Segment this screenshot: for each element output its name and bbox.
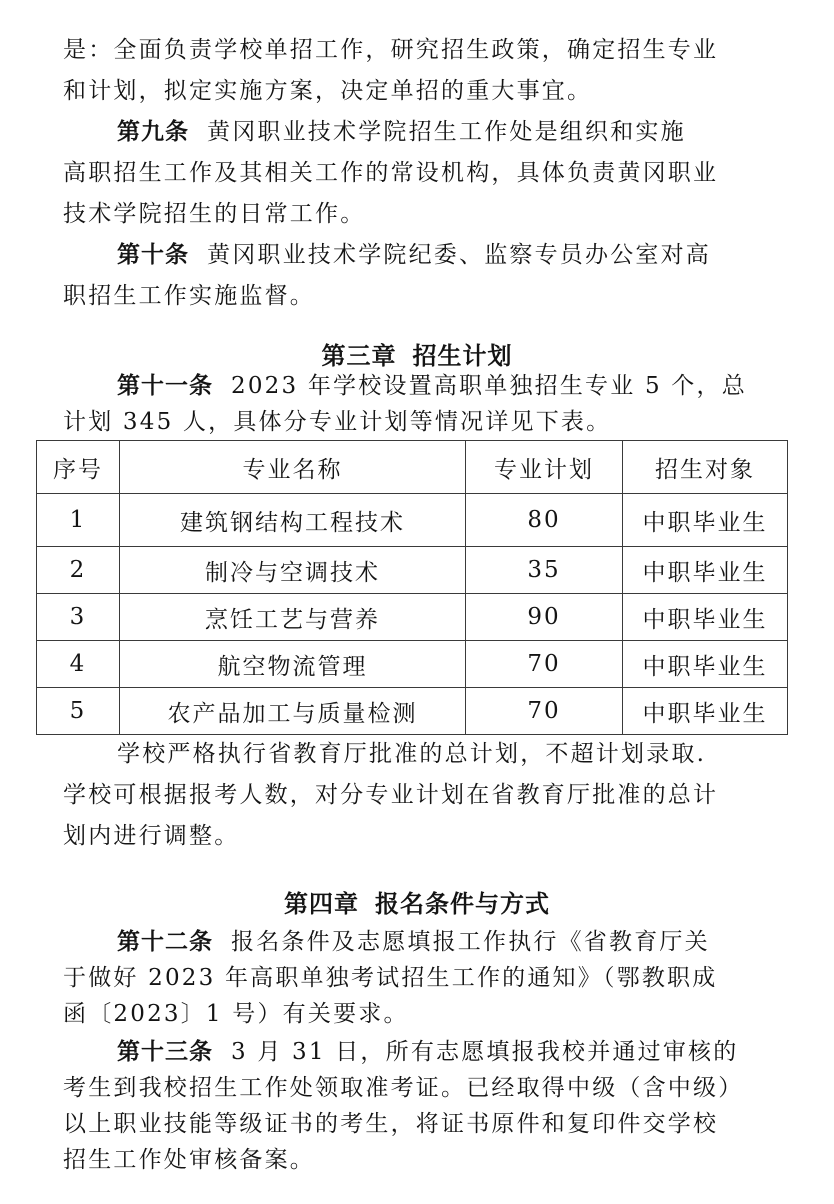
header-major-plan: 专业计划 bbox=[466, 441, 623, 494]
cell-major-plan: 35 bbox=[466, 547, 623, 594]
chapter-4-heading bbox=[0, 886, 834, 922]
cell-target: 中职毕业生 bbox=[623, 641, 788, 688]
article-11-line-2: 计划 345 人，具体分专业计划等情况详见下表。 bbox=[63, 409, 612, 435]
cell-target: 中职毕业生 bbox=[623, 688, 788, 735]
header-serial: 序号 bbox=[37, 441, 120, 494]
article-10-label: 第十条 bbox=[117, 242, 189, 268]
cell-serial: 4 bbox=[37, 641, 120, 688]
article-9-label: 第九条 bbox=[117, 119, 189, 145]
article-13-line-4: 招生工作处审核备案。 bbox=[63, 1147, 315, 1173]
cell-major-plan: 80 bbox=[466, 494, 623, 547]
cell-major-name: 航空物流管理 bbox=[120, 641, 466, 688]
cell-serial: 1 bbox=[37, 494, 120, 547]
top-paragraph-line-2: 和计划，拟定实施方案，决定单招的重大事宜。 bbox=[63, 78, 593, 104]
article-13-line-1 bbox=[117, 1035, 763, 1069]
article-13-line-3: 以上职业技能等级证书的考生，将证书原件和复印件交学校 bbox=[63, 1111, 719, 1137]
article-10-line-1 bbox=[117, 238, 763, 272]
table-row bbox=[37, 641, 788, 688]
cell-major-plan: 70 bbox=[466, 641, 623, 688]
cell-serial: 3 bbox=[37, 594, 120, 641]
article-11-line-1 bbox=[117, 369, 763, 403]
article-9-text-1: 黄冈职业技术学院招生工作处是组织和实施 bbox=[207, 119, 686, 145]
after-table-line-2: 学校可根据报考人数，对分专业计划在省教育厅批准的总计 bbox=[63, 782, 719, 808]
table-row bbox=[37, 688, 788, 735]
chapter-4-number: 第四章 bbox=[284, 890, 359, 918]
article-12-text-1: 报名条件及志愿填报工作执行《省教育厅关 bbox=[231, 929, 710, 955]
chapter-3-title: 招生计划 bbox=[412, 342, 513, 370]
cell-major-plan: 70 bbox=[466, 688, 623, 735]
cell-target: 中职毕业生 bbox=[623, 594, 788, 641]
table-row bbox=[37, 547, 788, 594]
cell-target: 中职毕业生 bbox=[623, 547, 788, 594]
chapter-4-title: 报名条件与方式 bbox=[375, 890, 550, 918]
enrollment-plan-table bbox=[36, 440, 788, 735]
cell-major-name: 建筑钢结构工程技术 bbox=[120, 494, 466, 547]
article-12-line-2: 于做好 2023 年高职单独考试招生工作的通知》（鄂教职成 bbox=[63, 965, 718, 991]
header-target: 招生对象 bbox=[623, 441, 788, 494]
article-9-line-2: 高职招生工作及其相关工作的常设机构，具体负责黄冈职业 bbox=[63, 160, 719, 186]
article-13-line-2: 考生到我校招生工作处领取准考证。已经取得中级（含中级） bbox=[63, 1075, 744, 1101]
cell-serial: 2 bbox=[37, 547, 120, 594]
article-9-line-3: 技术学院招生的日常工作。 bbox=[63, 201, 366, 227]
table-header-row bbox=[37, 441, 788, 494]
table-row bbox=[37, 594, 788, 641]
cell-major-name: 烹饪工艺与营养 bbox=[120, 594, 466, 641]
article-9-line-1 bbox=[117, 115, 763, 149]
article-10-text-1: 黄冈职业技术学院纪委、监察专员办公室对高 bbox=[207, 242, 711, 268]
cell-major-plan: 90 bbox=[466, 594, 623, 641]
header-major-name: 专业名称 bbox=[120, 441, 466, 494]
article-12-line-1 bbox=[117, 925, 763, 959]
article-13-text-1: 3 月 31 日，所有志愿填报我校并通过审核的 bbox=[231, 1039, 739, 1065]
article-10-line-2: 职招生工作实施监督。 bbox=[63, 283, 315, 309]
article-12-line-3: 函〔2023〕1 号）有关要求。 bbox=[63, 1001, 409, 1027]
table-row bbox=[37, 494, 788, 547]
top-paragraph-line-1: 是：全面负责学校单招工作，研究招生政策，确定招生专业 bbox=[63, 37, 719, 63]
article-11-text-1: 2023 年学校设置高职单独招生专业 5 个，总 bbox=[231, 373, 747, 399]
cell-serial: 5 bbox=[37, 688, 120, 735]
chapter-3-number: 第三章 bbox=[321, 342, 397, 370]
article-13-label: 第十三条 bbox=[117, 1039, 213, 1065]
cell-target: 中职毕业生 bbox=[623, 494, 788, 547]
cell-major-name: 农产品加工与质量检测 bbox=[120, 688, 466, 735]
article-12-label: 第十二条 bbox=[117, 929, 213, 955]
cell-major-name: 制冷与空调技术 bbox=[120, 547, 466, 594]
after-table-line-3: 划内进行调整。 bbox=[63, 823, 240, 849]
article-11-label: 第十一条 bbox=[117, 373, 213, 399]
after-table-line-1: 学校严格执行省教育厅批准的总计划，不超计划录取. bbox=[117, 741, 707, 767]
